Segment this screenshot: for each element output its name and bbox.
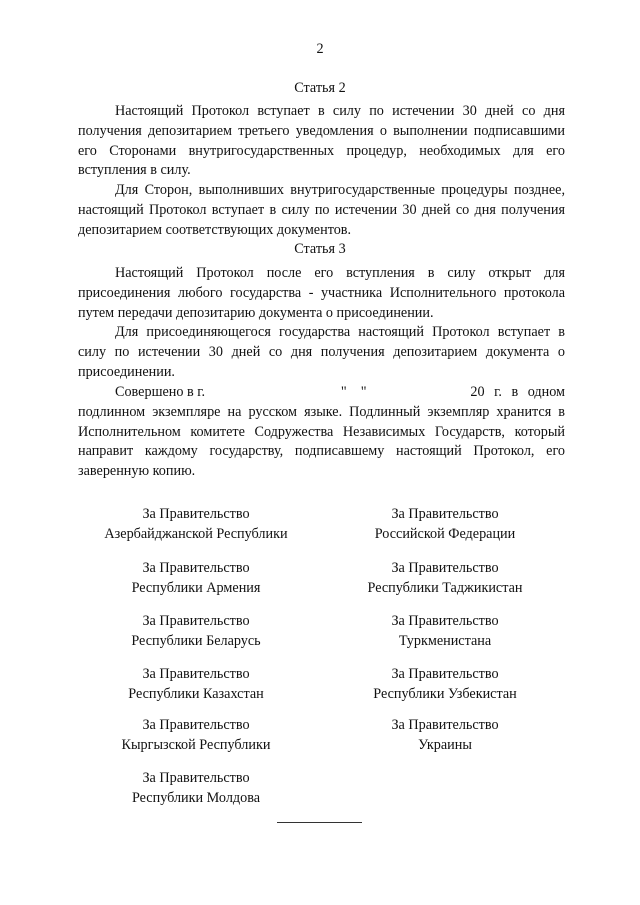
signatory-right-3: [325, 612, 565, 652]
signatory-left-5: [76, 716, 316, 756]
signatory-heading: За Правительство: [391, 506, 499, 522]
signatory-country: Республики Молдова: [131, 789, 261, 806]
signatory-heading: За Правительство: [391, 717, 499, 733]
signatory-heading: За Правительство: [391, 560, 499, 576]
closing-date-blank: [341, 383, 367, 403]
signatory-country: Республики Беларусь: [131, 632, 261, 649]
article-2-title: Статья 2: [294, 80, 346, 96]
signatory-heading: За Правительство: [391, 613, 499, 629]
signatory-heading: За Правительство: [142, 560, 250, 576]
signatory-heading: За Правительство: [142, 717, 250, 733]
signatory-left-6: [76, 769, 316, 809]
closing-quote-open: ": [340, 384, 347, 400]
signatory-heading: За Правительство: [142, 613, 250, 629]
signatory-country: Республики Армения: [131, 579, 261, 596]
signatory-right-2: [325, 559, 565, 599]
signatory-right-4: [325, 665, 565, 705]
closing-rest: подлинном экземпляре на русском языке. Подлинный экземпляр хранится в Исполнительном комитете Содружества Независимых Государств, который направит каждому государству, подписавшему настоящий Протокол, его заверенную копию.: [78, 403, 565, 480]
signatory-country: Украины: [418, 736, 472, 753]
article-2-paragraph-2: Для Сторон, выполнивших внутригосударственные процедуры позднее, настоящий Протокол вступает в силу по истечении 30 дней со дня получения депозитарием соответствующих документов.: [78, 182, 565, 238]
signatory-country: Республики Таджикистан: [367, 579, 523, 596]
footer-rule: [277, 822, 362, 823]
signatory-country: Республики Казахстан: [128, 685, 264, 702]
signatory-heading: За Правительство: [142, 770, 250, 786]
article-2-paragraph-1: Настоящий Протокол вступает в силу по истечении 30 дней со дня получения депозитарием третьего уведомления о выполнении подписавшими его Сторонами внутригосударственных процедур, необходимых для его вступления в силу.: [78, 103, 565, 179]
article-3-paragraph-1: Настоящий Протокол после его вступления в силу открыт для присоединения любого государства - участника Исполнительного протокола путем передачи депозитарию документа о присоединении.: [78, 265, 565, 321]
closing-first-line: [78, 383, 565, 403]
signatory-country: Кыргызской Республики: [121, 736, 271, 753]
article-3-paragraph-2: Для присоединяющегося государства настоящий Протокол вступает в силу по истечении 30 дней со дня получения депозитарием документа о присоединении.: [78, 324, 565, 380]
signatory-heading: За Правительство: [142, 666, 250, 682]
closing-year: 20 г. в одном: [470, 384, 565, 400]
closing-quote-close: ": [360, 384, 367, 400]
signatory-country: Республики Узбекистан: [373, 685, 517, 702]
signatory-left-3: [76, 612, 316, 652]
signatory-left-2: [76, 559, 316, 599]
signatory-heading: За Правительство: [391, 666, 499, 682]
signatory-heading: За Правительство: [142, 506, 250, 522]
page-number: 2: [316, 41, 324, 57]
article-3-title: Статья 3: [294, 241, 346, 257]
signatory-left-4: [76, 665, 316, 705]
closing-paragraph: [78, 383, 565, 482]
signatory-right-5: [325, 716, 565, 756]
signatory-country: Туркменистана: [398, 632, 492, 649]
signatory-country: Российской Федерации: [374, 525, 516, 542]
signatory-right-1: [325, 505, 565, 545]
signatory-country: Азербайджанской Республики: [104, 525, 288, 542]
closing-done-in: Совершено в г.: [115, 384, 206, 400]
signatory-left-1: [76, 505, 316, 545]
